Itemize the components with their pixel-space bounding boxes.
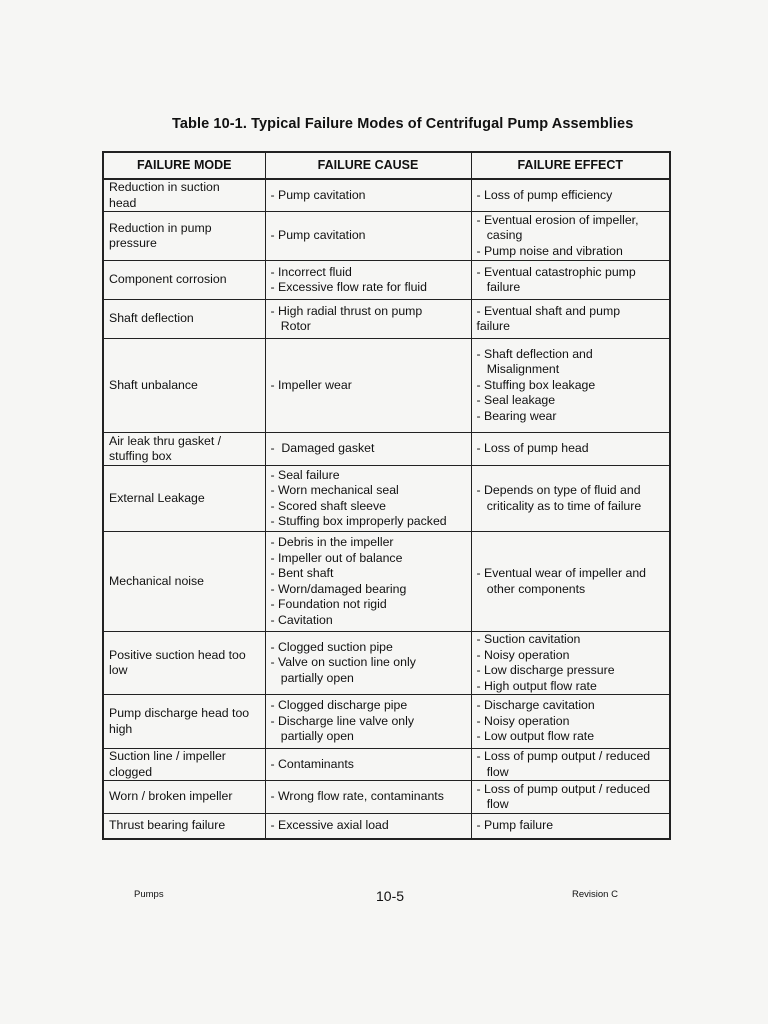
cell-line: - Wrong flow rate, contaminants	[270, 789, 444, 804]
cell-line: - Eventual wear of impeller and	[476, 566, 647, 580]
cell-line: - Loss of pump output / reduced	[476, 749, 651, 763]
cell-line: - Loss of pump head	[476, 441, 589, 456]
cell-line: - Excessive flow rate for fluid	[270, 280, 427, 294]
cell-line: - Clogged suction pipe	[270, 639, 393, 654]
cell-line: Worn / broken impeller	[109, 789, 233, 804]
failure-mode-cell	[103, 749, 265, 781]
cell-line: Thrust bearing failure	[109, 818, 226, 832]
failure-effect-cell	[471, 300, 670, 339]
cell-line: - Depends on type of fluid and	[476, 483, 641, 497]
cell-line: Shaft deflection	[109, 311, 194, 326]
cell-line: - Eventual erosion of impeller,	[476, 212, 639, 227]
cell-line: - Bearing wear	[476, 408, 557, 423]
failure-effect-cell	[471, 814, 670, 839]
cell-line: - Foundation not rigid	[270, 597, 387, 611]
header-failure-mode: FAILURE MODE	[103, 152, 265, 179]
failure-cause-cell	[265, 179, 471, 212]
cell-line: partially open	[270, 670, 354, 685]
cell-line: - Low discharge pressure	[476, 663, 615, 677]
cell-line: pressure	[109, 236, 157, 250]
table-row	[103, 749, 670, 781]
cell-line: - Stuffing box leakage	[476, 377, 596, 392]
table-row	[103, 300, 670, 339]
cell-line: head	[109, 195, 137, 210]
cell-line: casing	[476, 228, 523, 243]
cell-line: - Impeller out of balance	[270, 550, 403, 565]
cell-line: - Scored shaft sleeve	[270, 498, 387, 513]
failure-effect-cell	[471, 212, 670, 261]
cell-line: - Low output flow rate	[476, 729, 595, 744]
cell-line: high	[109, 721, 133, 736]
cell-line: - Worn mechanical seal	[270, 483, 399, 497]
cell-line: External Leakage	[109, 490, 205, 505]
cell-line: - Suction cavitation	[476, 632, 581, 646]
cell-line: criticality as to time of failure	[476, 498, 642, 513]
table-row	[103, 179, 670, 212]
failure-mode-cell	[103, 695, 265, 749]
cell-line: Reduction in pump	[109, 220, 212, 235]
failure-effect-cell	[471, 339, 670, 433]
failure-cause-cell	[265, 212, 471, 261]
failure-mode-cell	[103, 632, 265, 695]
failure-effect-cell	[471, 532, 670, 632]
table-row	[103, 261, 670, 300]
failure-effect-cell	[471, 261, 670, 300]
failure-mode-cell	[103, 339, 265, 433]
failure-effect-cell	[471, 695, 670, 749]
failure-effect-cell	[471, 466, 670, 532]
table-header-row	[103, 152, 670, 179]
failure-cause-cell	[265, 300, 471, 339]
failure-effect-cell	[471, 781, 670, 814]
cell-line: - Damaged gasket	[270, 441, 375, 456]
cell-line: - High radial thrust on pump	[270, 303, 423, 318]
cell-line: - High output flow rate	[476, 678, 597, 693]
table-row	[103, 466, 670, 532]
cell-line: - Bent shaft	[270, 566, 334, 580]
failure-mode-cell	[103, 466, 265, 532]
cell-line: other components	[476, 581, 586, 596]
cell-line: - Seal leakage	[476, 393, 556, 408]
cell-line: - Seal failure	[270, 467, 340, 482]
cell-line: Air leak thru gasket /	[109, 433, 222, 448]
failure-mode-cell	[103, 261, 265, 300]
failure-mode-cell	[103, 814, 265, 839]
cell-line: - Stuffing box improperly packed	[270, 514, 447, 528]
failure-modes-table	[102, 151, 671, 840]
cell-line: - Loss of pump output / reduced	[476, 781, 651, 796]
page-number: 10-5	[376, 888, 405, 904]
cell-line: - Debris in the impeller	[270, 535, 394, 549]
footer-right: Revision C	[572, 889, 618, 900]
table-row	[103, 695, 670, 749]
failure-cause-cell	[265, 433, 471, 466]
failure-mode-cell	[103, 781, 265, 814]
cell-line: - Pump noise and vibration	[476, 243, 623, 258]
failure-cause-cell	[265, 261, 471, 300]
table-row	[103, 433, 670, 466]
failure-mode-cell	[103, 212, 265, 261]
failure-cause-cell	[265, 339, 471, 433]
cell-line: partially open	[270, 729, 354, 744]
cell-line: - Clogged discharge pipe	[270, 698, 408, 713]
cell-line: - Valve on suction line only	[270, 655, 416, 670]
cell-line: Pump discharge head too	[109, 706, 250, 720]
failure-cause-cell	[265, 532, 471, 632]
table-title: Table 10-1. Typical Failure Modes of Centrifugal Pump Assemblies	[172, 116, 634, 132]
failure-cause-cell	[265, 632, 471, 695]
table-row	[103, 212, 670, 261]
failure-cause-cell	[265, 695, 471, 749]
table-row	[103, 532, 670, 632]
cell-line: Component corrosion	[109, 272, 227, 287]
cell-line: - Eventual shaft and pump	[476, 303, 621, 318]
cell-line: failure	[476, 280, 521, 294]
cell-line: - Incorrect fluid	[270, 264, 352, 279]
cell-line: - Contaminants	[270, 756, 354, 771]
cell-line: - Discharge line valve only	[270, 713, 415, 728]
cell-line: - Pump cavitation	[270, 228, 366, 243]
failure-cause-cell	[265, 749, 471, 781]
cell-line: Positive suction head too	[109, 647, 246, 662]
failure-cause-cell	[265, 814, 471, 839]
cell-line: - Noisy operation	[476, 647, 570, 662]
cell-line: clogged	[109, 764, 153, 779]
failure-effect-cell	[471, 179, 670, 212]
failure-effect-cell	[471, 632, 670, 695]
cell-line: - Cavitation	[270, 612, 333, 627]
cell-line: flow	[476, 764, 509, 779]
failure-cause-cell	[265, 781, 471, 814]
cell-line: Mechanical noise	[109, 573, 205, 588]
cell-line: - Worn/damaged bearing	[270, 581, 407, 596]
cell-line: - Discharge cavitation	[476, 698, 595, 713]
cell-line: - Impeller wear	[270, 377, 352, 392]
failure-effect-cell	[471, 749, 670, 781]
cell-line: Misalignment	[476, 362, 560, 377]
cell-line: stuffing box	[109, 449, 172, 463]
table-row	[103, 814, 670, 839]
cell-line: failure	[476, 319, 510, 333]
cell-line: - Loss of pump efficiency	[476, 187, 613, 202]
cell-line: - Pump failure	[476, 818, 554, 832]
cell-line: - Excessive axial load	[270, 818, 389, 832]
cell-line: flow	[476, 797, 509, 811]
cell-line: low	[109, 663, 128, 677]
cell-line: Shaft unbalance	[109, 377, 198, 392]
cell-line: Suction line / impeller	[109, 749, 226, 763]
failure-cause-cell	[265, 466, 471, 532]
failure-mode-cell	[103, 433, 265, 466]
cell-line: - Pump cavitation	[270, 187, 366, 202]
cell-line: - Shaft deflection and	[476, 346, 593, 361]
table-row	[103, 339, 670, 433]
cell-line: Reduction in suction	[109, 180, 220, 194]
table-row	[103, 632, 670, 695]
footer-left: Pumps	[134, 889, 164, 900]
failure-mode-cell	[103, 532, 265, 632]
table-row	[103, 781, 670, 814]
failure-mode-cell	[103, 179, 265, 212]
failure-mode-cell	[103, 300, 265, 339]
cell-line: - Eventual catastrophic pump	[476, 264, 636, 279]
failure-effect-cell	[471, 433, 670, 466]
cell-line: Rotor	[270, 319, 311, 333]
header-failure-effect: FAILURE EFFECT	[471, 152, 670, 179]
header-failure-cause: FAILURE CAUSE	[265, 152, 471, 179]
cell-line: - Noisy operation	[476, 713, 570, 728]
